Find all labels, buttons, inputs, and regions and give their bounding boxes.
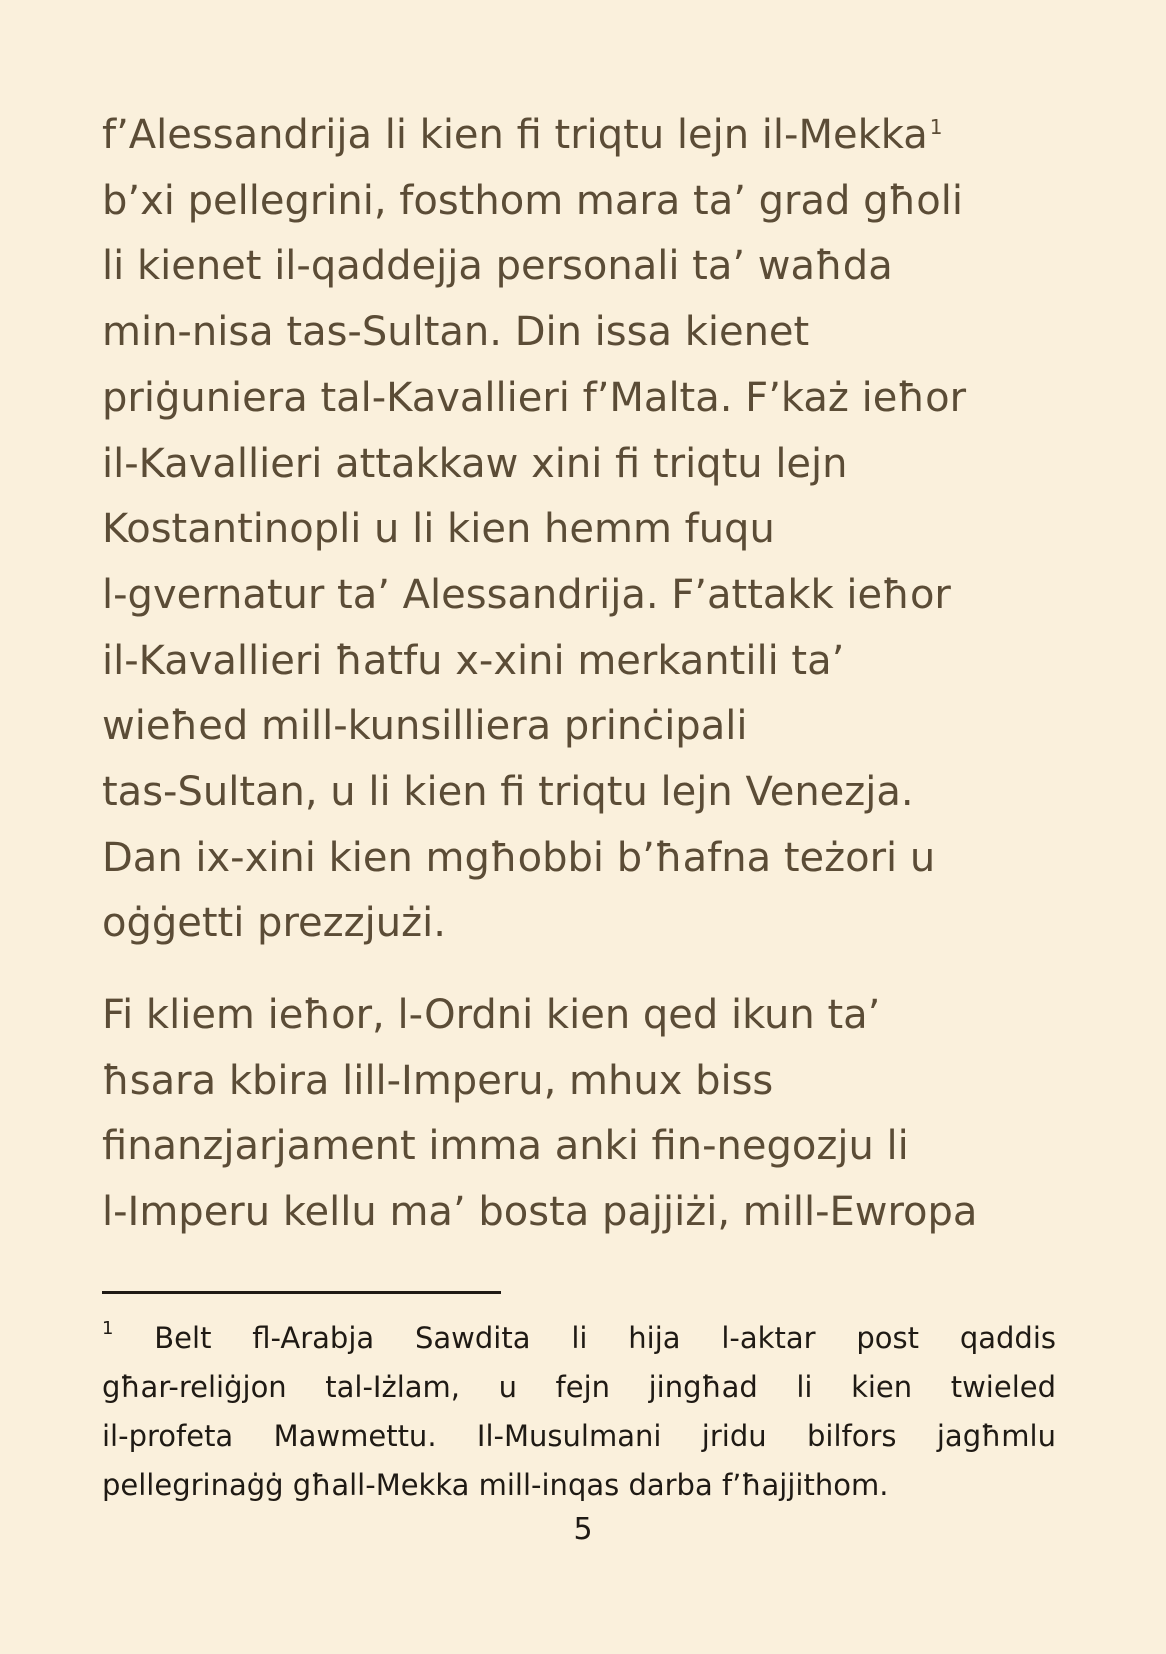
footnote-word: li <box>796 1370 813 1404</box>
paragraph-1 <box>102 103 1062 957</box>
footnote-line-3 <box>102 1412 1056 1461</box>
footnote-divider <box>102 1291 501 1294</box>
footnote-word: kien <box>851 1370 913 1404</box>
page-number: 5 <box>573 1512 593 1547</box>
footnote-line-1 <box>102 1314 1056 1363</box>
footnote-word: twieled <box>950 1370 1056 1404</box>
text-line: li kienet il-qaddejja personali ta’ waħda <box>102 243 893 290</box>
footnote-word: Sawdita <box>414 1321 531 1355</box>
footnote-word: fejn <box>555 1370 611 1404</box>
footnote-number: 1 <box>102 1318 114 1339</box>
text-line: min-nisa tas-Sultan. Din issa kienet <box>102 309 810 356</box>
text-line: l-gvernatur ta’ Alessandrija. F’attakk ieħor <box>102 571 951 618</box>
text-line: b’xi pellegrini, fosthom mara ta’ grad għoli <box>102 177 963 224</box>
footnote-word: il-profeta <box>102 1419 234 1453</box>
footnote-word: bilfors <box>806 1419 897 1453</box>
text-line: Dan ix-xini kien mgħobbi b’ħafna teżori u <box>102 834 936 881</box>
footnote-word: u <box>498 1370 517 1404</box>
text-line: l-Imperu kellu ma’ bosta pajjiżi, mill-Ewropa <box>102 1189 978 1236</box>
footnote-word: Belt <box>154 1321 212 1355</box>
text-line: Fi kliem ieħor, l-Ordni kien qed ikun ta’ <box>102 992 881 1038</box>
text-line <box>102 103 1062 169</box>
footnote-word: qaddis <box>959 1321 1056 1355</box>
text-line: il-Kavallieri ħatfu x-xini merkantili ta’ <box>102 637 845 684</box>
text-line: il-Kavallieri attakkaw xini fi triqtu lejn <box>102 440 848 487</box>
paragraph-2 <box>102 983 1062 1246</box>
footnote-word: tal-Iżlam, <box>325 1370 460 1404</box>
footnote-word: jagħmlu <box>936 1419 1056 1453</box>
footnote <box>102 1314 1056 1510</box>
footnote-word: l-aktar <box>721 1321 816 1355</box>
footnote-word: jridu <box>701 1419 767 1453</box>
footnote-word: fl-Arabja <box>252 1321 375 1355</box>
footnote-word: li <box>571 1321 588 1355</box>
footnote-word: għar-reliġjon <box>102 1370 287 1404</box>
text-line: oġġetti prezzjużi. <box>102 900 446 947</box>
text-line: ħsara kbira lill-Imperu, mhux biss <box>102 1057 774 1104</box>
text-line: tas-Sultan, u li kien fi triqtu lejn Venezja. <box>102 769 914 816</box>
footnote-text: pellegrinaġġ għall-Mekka mill-inqas darba f’ħajjithom. <box>102 1468 889 1502</box>
footnote-line-4 <box>102 1461 1056 1510</box>
footnote-reference[interactable]: 1 <box>929 115 943 139</box>
text-line-content: f’Alessandrija li kien fi triqtu lejn il-Mekka <box>102 112 928 158</box>
footnote-word: Il-Musulmani <box>476 1419 662 1453</box>
text-line: priġuniera tal-Kavallieri f’Malta. F’każ ieħor <box>102 374 967 421</box>
footnote-word: post <box>856 1321 919 1355</box>
text-line: wieħed mill-kunsilliera prinċipali <box>102 703 748 750</box>
footnote-word: Mawmettu. <box>273 1419 437 1453</box>
text-line: finanzjarjament imma anki fin-negozju li <box>102 1123 909 1170</box>
footnote-line-2 <box>102 1363 1056 1412</box>
footnote-word: hija <box>628 1321 681 1355</box>
text-line: Kostantinopli u li kien hemm fuqu <box>102 506 775 553</box>
footnote-word: jingħad <box>648 1370 758 1404</box>
